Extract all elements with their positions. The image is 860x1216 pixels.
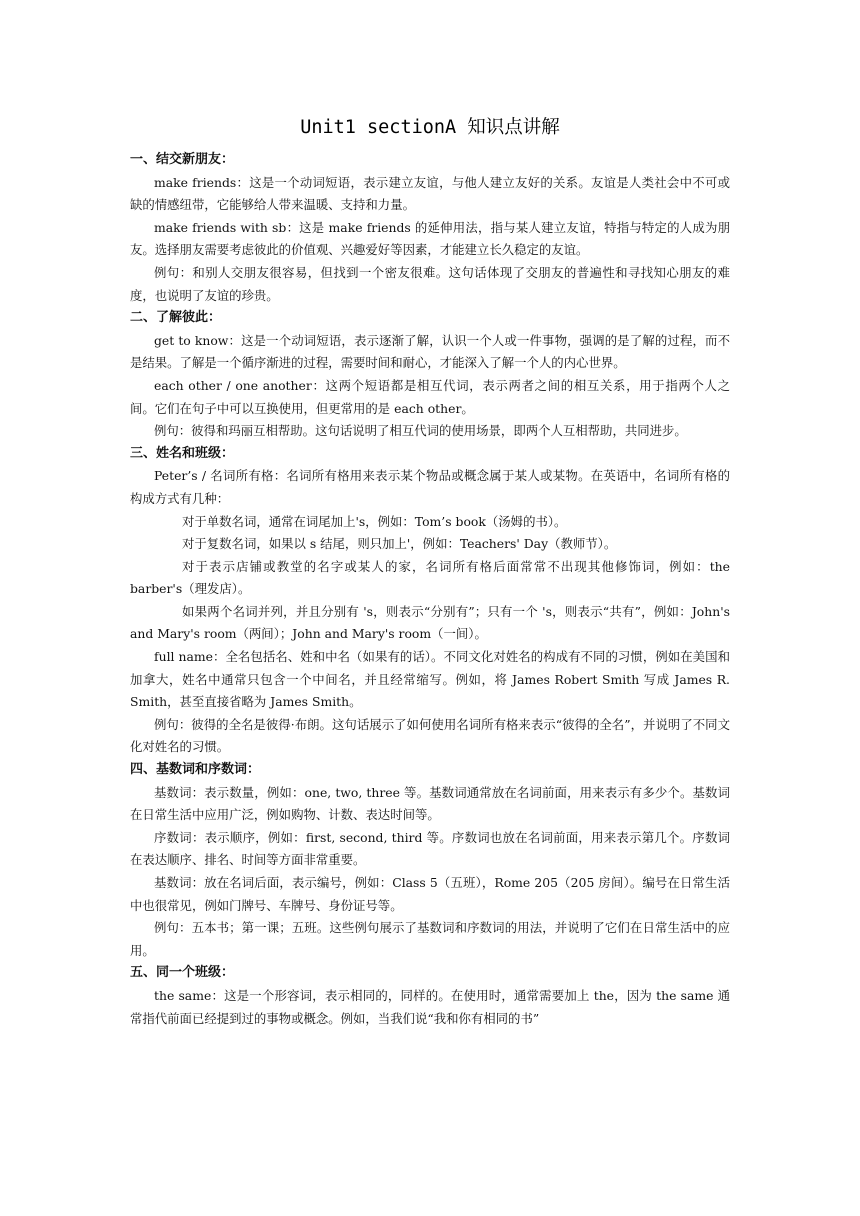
paragraph: 如果两个名词并列，并且分别有 's，则表示“分别有”；只有一个 's，则表示“共有”，例如：John's and Mary's room（两间）；John and Mary's room（一间）。 <box>130 603 730 642</box>
paragraph: Peter’s / 名词所有格：名词所有格用来表示某个物品或概念属于某人或某物。在英语中，名词所有格的构成方式有几种： <box>130 468 730 506</box>
paragraph: make friends with sb：这是 make friends 的延伸用法，指与某人建立友谊，特指与特定的人成为朋友。选择朋友需要考虑彼此的价值观、兴趣爱好等因素，才能建立长久稳定的友谊。 <box>130 219 730 258</box>
paragraph: 例句：和别人交朋友很容易，但找到一个密友很难。这句话体现了交朋友的普遍性和寻找知心朋友的难度，也说明了友谊的珍贵。 <box>130 264 730 303</box>
paragraph: get to know：这是一个动词短语，表示逐渐了解，认识一个人或一件事物，强调的是了解的过程，而不是结果。了解是一个循序渐进的过程，需要时间和耐心，才能深入了解一个人的内心世界。 <box>130 332 730 371</box>
paragraph: each other / one another：这两个短语都是相互代词，表示两者之间的相互关系，用于指两个人之间。它们在句子中可以互换使用，但更常用的是 each other。 <box>130 377 730 416</box>
paragraph: 对于表示店铺或教堂的名字或某人的家，名词所有格后面常常不出现其他修饰词，例如：the barber's（理发店）。 <box>130 558 730 597</box>
section-heading: 三、姓名和班级： <box>130 445 235 461</box>
document-body <box>130 149 730 1030</box>
section-heading: 一、结交新朋友： <box>130 152 235 167</box>
section-heading: 二、了解彼此： <box>130 310 222 326</box>
paragraph: 对于复数名词，如果以 s 结尾，则只加上'，例如：Teachers' Day（教师节）。 <box>182 536 617 552</box>
paragraph: 例句：彼得的全名是彼得·布朗。这句话展示了如何使用名词所有格来表示“彼得的全名”，并说明了不同文化对姓名的习惯。 <box>130 716 730 755</box>
paragraph: 基数词：放在名词后面，表示编号，例如：Class 5（五班），Rome 205（205 房间）。编号在日常生活中也很常见，例如门牌号、车牌号、身份证号等。 <box>130 875 730 913</box>
paragraph: 例句：五本书；第一课；五班。这些例句展示了基数词和序数词的用法，并说明了它们在日常生活中的应用。 <box>130 920 730 958</box>
paragraph: the same：这是一个形容词，表示相同的，同样的。在使用时，通常需要加上 the，因为 the same 通常指代前面已经提到过的事物或概念。例如，当我们说“我和你有相同的书” <box>130 987 730 1026</box>
section-heading: 五、同一个班级： <box>130 965 235 981</box>
paragraph: 对于单数名词，通常在词尾加上's，例如：Tom’s book（汤姆的书）。 <box>182 513 567 529</box>
paragraph: 例句：彼得和玛丽互相帮助。这句话说明了相互代词的使用场景，即两个人互相帮助，共同进步。 <box>154 423 687 439</box>
section-heading: 四、基数词和序数词： <box>130 762 261 778</box>
paragraph: 序数词：表示顺序，例如：first, second, third 等。序数词也放在名词前面，用来表示第几个。序数词在表达顺序、排名、时间等方面非常重要。 <box>130 829 730 868</box>
page-title: Unit1 sectionA 知识点讲解 <box>300 117 560 138</box>
paragraph: make friends：这是一个动词短语，表示建立友谊，与他人建立友好的关系。友谊是人类社会中不可或缺的情感纽带，它能够给人带来温暖、支持和力量。 <box>130 174 730 213</box>
paragraph: full name：全名包括名、姓和中名（如果有的话）。不同文化对姓名的构成有不同的习惯，例如在美国和加拿大，姓名中通常只包含一个中间名，并且经常缩写。例如，将 James Robert Smith 写成 James R. Smith，甚至直接省略为 James Smith。 <box>130 649 730 710</box>
paragraph: 基数词：表示数量，例如：one, two, three 等。基数词通常放在名词前面，用来表示有多少个。基数词在日常生活中应用广泛，例如购物、计数、表达时间等。 <box>130 784 730 823</box>
